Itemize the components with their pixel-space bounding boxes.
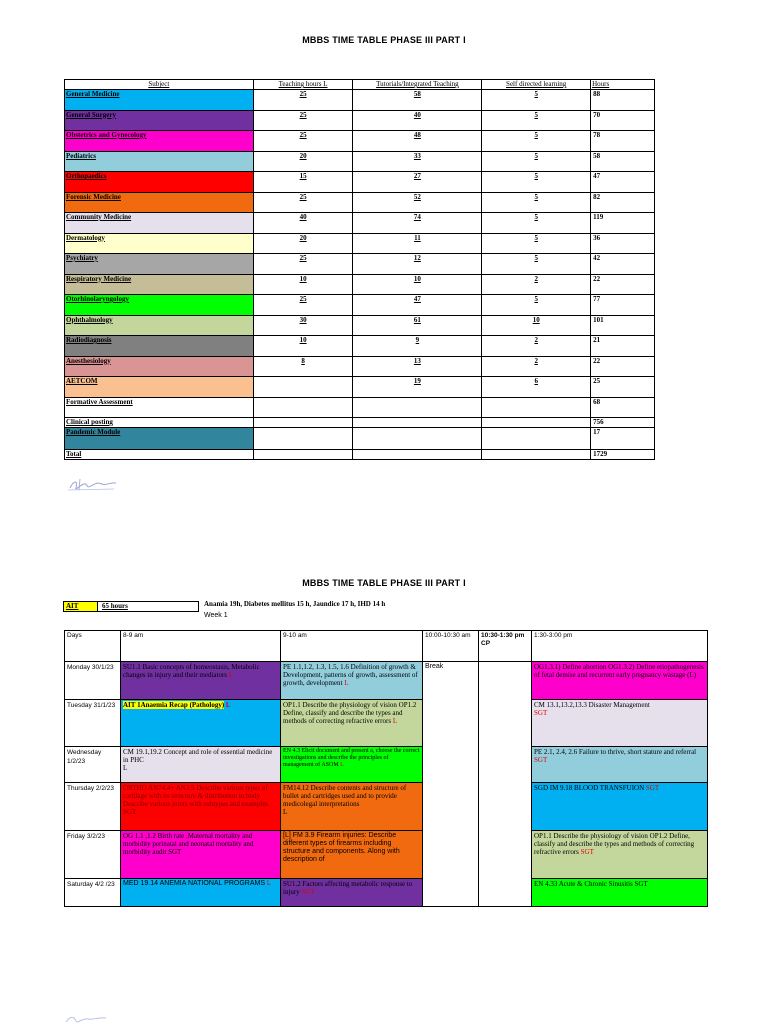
subject-cell: Community Medicine xyxy=(65,213,254,234)
subject-cell: Formative Assessment xyxy=(65,397,254,418)
day-cell: Tuesday 31/1/23 xyxy=(65,700,121,747)
ait-label: AIT xyxy=(64,602,98,611)
subject-cell: Pediatrics xyxy=(65,151,254,172)
weekly-timetable xyxy=(64,630,708,907)
tutorials-cell: 9 xyxy=(353,336,482,357)
tutorials-cell: 11 xyxy=(353,233,482,254)
hours-cell: 119 xyxy=(591,213,655,234)
header-subject: Subject xyxy=(65,80,254,90)
teaching-hours-cell xyxy=(253,397,353,418)
tutorials-cell: 40 xyxy=(353,110,482,131)
summary-row xyxy=(65,377,655,398)
header-self-directed: Self directed learning xyxy=(482,80,591,90)
summary-row xyxy=(65,131,655,152)
hours-cell: 77 xyxy=(591,295,655,316)
slot-9-10: FM14.12 Describe contents and structure of bullet and cartridges used and to provide medicolegal interpretations L xyxy=(281,783,423,831)
summary-row xyxy=(65,233,655,254)
slot-130-3: OG1.3.1) Define abortion OG1.3.2) Define etiopathogenesis of fetal demise and recurrent early pregnancy wastage (L) xyxy=(532,662,708,700)
col-1030-130: 10:30-1:30 pm CP xyxy=(479,631,532,662)
hours-cell: 70 xyxy=(591,110,655,131)
tutorials-cell: 48 xyxy=(353,131,482,152)
summary-row xyxy=(65,336,655,357)
col-days: Days xyxy=(65,631,121,662)
page-title: MBBS TIME TABLE PHASE III PART I xyxy=(302,35,466,45)
subject-cell: Dermatology xyxy=(65,233,254,254)
teaching-hours-cell: 20 xyxy=(253,151,353,172)
timetable-row-tuesday xyxy=(65,700,708,747)
slot-8-9: AIT 1Anaemia Recap (Pathology) L xyxy=(121,700,281,747)
slot-130-3: OP1.1 Describe the physiology of vision OP1.2 Define, classify and describe the types and methods of correcting refractive errors SGT xyxy=(532,831,708,879)
teaching-hours-cell: 25 xyxy=(253,192,353,213)
summary-row xyxy=(65,192,655,213)
slot-130-3: EN 4.33 Acute & Chronic Sinusitis SGT xyxy=(532,879,708,907)
teaching-hours-cell: 25 xyxy=(253,295,353,316)
hours-cell: 82 xyxy=(591,192,655,213)
slot-8-9: SU1.1 Basic concepts of homeostasis, Metabolic changes in injury and their mediators L xyxy=(121,662,281,700)
empty-cell xyxy=(253,428,353,450)
slot-9-10: PE 1.1,1.2, 1.3, 1.5, 1.6 Definition of growth & Development, patterns of growth, assessment of growth, development L xyxy=(281,662,423,700)
sdl-cell: 5 xyxy=(482,90,591,111)
sdl-cell: 5 xyxy=(482,295,591,316)
sdl-cell: 6 xyxy=(482,377,591,398)
tutorials-cell: 47 xyxy=(353,295,482,316)
col-9-10: 9-10 am xyxy=(281,631,423,662)
tutorials-cell: 27 xyxy=(353,172,482,193)
empty-cell xyxy=(253,418,353,428)
hours-cell: 756 xyxy=(591,418,655,428)
day-cell: Wednesday 1/2/23 xyxy=(65,747,121,783)
header-tutorials: Tutorials/Integrated Teaching xyxy=(353,80,482,90)
hours-cell: 21 xyxy=(591,336,655,357)
hours-cell: 47 xyxy=(591,172,655,193)
summary-row xyxy=(65,418,655,428)
teaching-hours-cell: 15 xyxy=(253,172,353,193)
slot-9-10: EN 4.3 Elicit document and present a, choose the correct investigations and describe the principles of management of ASOM L xyxy=(281,747,423,783)
subject-cell: Pandemic Module xyxy=(65,428,254,450)
slot-8-9: ORTHO AN74.4+ AN2.5 Describe various types of cartilage with its structure & distribution in body Describe various joints with subtypes and examples SGT xyxy=(121,783,281,831)
sdl-cell: 5 xyxy=(482,233,591,254)
empty-cell xyxy=(482,428,591,450)
subject-cell: Respiratory Medicine xyxy=(65,274,254,295)
hours-cell: 17 xyxy=(591,428,655,450)
sdl-cell: 5 xyxy=(482,151,591,172)
sdl-cell: 5 xyxy=(482,131,591,152)
hours-cell: 58 xyxy=(591,151,655,172)
timetable-row-saturday xyxy=(65,879,708,907)
empty-cell xyxy=(353,418,482,428)
empty-cell xyxy=(353,450,482,460)
day-cell: Friday 3/2/23 xyxy=(65,831,121,879)
teaching-hours-cell: 25 xyxy=(253,131,353,152)
tutorials-cell: 52 xyxy=(353,192,482,213)
col-130-3: 1:30-3:00 pm xyxy=(532,631,708,662)
summary-row xyxy=(65,110,655,131)
timetable-row-wednesday xyxy=(65,747,708,783)
day-cell: Saturday 4/2 /23 xyxy=(65,879,121,907)
day-cell: Monday 30/1/23 xyxy=(65,662,121,700)
sdl-cell: 5 xyxy=(482,192,591,213)
break-cell: Break xyxy=(423,662,479,907)
slot-8-9: CM 19.1,19.2 Concept and role of essential medicine in PHC L xyxy=(121,747,281,783)
summary-row xyxy=(65,356,655,377)
ait-topics: Anamia 19h, Diabetes mellitus 15 h, Jaundice 17 h, IHD 14 h xyxy=(204,600,386,608)
timetable-row-monday xyxy=(65,662,708,700)
tutorials-cell: 61 xyxy=(353,315,482,336)
teaching-hours-cell: 30 xyxy=(253,315,353,336)
sdl-cell: 5 xyxy=(482,254,591,275)
teaching-hours-cell: 25 xyxy=(253,110,353,131)
teaching-hours-cell: 10 xyxy=(253,336,353,357)
subject-cell: Total xyxy=(65,450,254,460)
subject-cell: Clinical posting xyxy=(65,418,254,428)
teaching-hours-cell: 10 xyxy=(253,274,353,295)
summary-row xyxy=(65,397,655,418)
sdl-cell: 5 xyxy=(482,110,591,131)
hours-cell: 22 xyxy=(591,274,655,295)
summary-row xyxy=(65,151,655,172)
summary-row xyxy=(65,172,655,193)
subject-cell: General Medicine xyxy=(65,90,254,111)
summary-row xyxy=(65,295,655,316)
summary-row xyxy=(65,274,655,295)
teaching-hours-cell: 25 xyxy=(253,90,353,111)
sdl-cell: 2 xyxy=(482,336,591,357)
summary-row xyxy=(65,90,655,111)
clinical-posting-cell xyxy=(479,662,532,907)
sdl-cell: 5 xyxy=(482,172,591,193)
tutorials-cell: 13 xyxy=(353,356,482,377)
summary-row xyxy=(65,254,655,275)
slot-130-3: SGD IM 9.18 BLOOD TRANSFUION SGT xyxy=(532,783,708,831)
tutorials-cell: 10 xyxy=(353,274,482,295)
empty-cell xyxy=(482,450,591,460)
signature xyxy=(66,476,118,494)
col-8-9: 8-9 am xyxy=(121,631,281,662)
teaching-hours-cell: 25 xyxy=(253,254,353,275)
empty-cell xyxy=(253,450,353,460)
header-hours: Hours xyxy=(591,80,655,90)
hours-cell: 36 xyxy=(591,233,655,254)
subject-cell: Ophthalmology xyxy=(65,315,254,336)
slot-130-3: PE 2.1, 2.4, 2.6 Failure to thrive, short stature and referral SGT xyxy=(532,747,708,783)
subject-cell: General Surgery xyxy=(65,110,254,131)
hours-cell: 1729 xyxy=(591,450,655,460)
tutorials-cell: 58 xyxy=(353,90,482,111)
hours-cell: 42 xyxy=(591,254,655,275)
empty-cell xyxy=(353,428,482,450)
subject-cell: AETCOM xyxy=(65,377,254,398)
subject-cell: Obstetrics and Gynecology xyxy=(65,131,254,152)
header-teaching-hours: Teaching hours L xyxy=(253,80,353,90)
teaching-hours-cell: 40 xyxy=(253,213,353,234)
summary-row xyxy=(65,428,655,450)
slot-9-10: [L] FM 3.9 Firearm injuries: Describe different types of firearms including structure and components. Along with description of xyxy=(281,831,423,879)
hours-cell: 101 xyxy=(591,315,655,336)
teaching-hours-cell: 8 xyxy=(253,356,353,377)
teaching-hours-cell xyxy=(253,377,353,398)
ait-hours: 65 hours xyxy=(102,602,128,610)
slot-8-9: MED 19.14 ANEMIA NATIONAL PROGRAMS L xyxy=(121,879,281,907)
subject-cell: Orthopaedics xyxy=(65,172,254,193)
ait-box xyxy=(63,601,199,612)
slot-8-9: OG 1.1 ,1.2 Birth rate ,Maternal mortality and morbidity perinatal and neonatal mortality and morbidity audit SGT xyxy=(121,831,281,879)
timetable-title: MBBS TIME TABLE PHASE III PART I xyxy=(302,578,466,588)
hours-cell: 25 xyxy=(591,377,655,398)
sdl-cell: 5 xyxy=(482,213,591,234)
subject-cell: Forensic Medicine xyxy=(65,192,254,213)
tutorials-cell: 12 xyxy=(353,254,482,275)
col-10-1030: 10:00-10:30 am xyxy=(423,631,479,662)
slot-9-10: SU1.2 Factors affecting metabolic response to injury SGT xyxy=(281,879,423,907)
teaching-hours-cell: 20 xyxy=(253,233,353,254)
tutorials-cell: 19 xyxy=(353,377,482,398)
slot-9-10: OP1.1 Describe the physiology of vision OP1.2 Define, classify and describe the types and methods of correcting refractive errors L xyxy=(281,700,423,747)
timetable-header-row xyxy=(65,631,708,662)
tutorials-cell: 74 xyxy=(353,213,482,234)
hours-cell: 78 xyxy=(591,131,655,152)
subject-cell: Anesthesiology xyxy=(65,356,254,377)
tutorials-cell xyxy=(353,397,482,418)
sdl-cell: 10 xyxy=(482,315,591,336)
subject-cell: Psychiatry xyxy=(65,254,254,275)
sdl-cell: 2 xyxy=(482,274,591,295)
day-cell: Thursday 2/2/23 xyxy=(65,783,121,831)
tutorials-cell: 33 xyxy=(353,151,482,172)
hours-cell: 22 xyxy=(591,356,655,377)
empty-cell xyxy=(482,418,591,428)
subject-cell: Radiodiagnosis xyxy=(65,336,254,357)
timetable-row-thursday xyxy=(65,783,708,831)
timetable-row-friday xyxy=(65,831,708,879)
sdl-cell: 2 xyxy=(482,356,591,377)
summary-row xyxy=(65,213,655,234)
hours-cell: 88 xyxy=(591,90,655,111)
slot-130-3: CM 13.1,13.2,13.3 Disaster Management SGT xyxy=(532,700,708,747)
summary-header-row xyxy=(65,80,655,90)
summary-row xyxy=(65,315,655,336)
subject-cell: Otorhinolaryngology xyxy=(65,295,254,316)
hours-cell: 68 xyxy=(591,397,655,418)
week-label: Week 1 xyxy=(204,612,228,619)
signature-bottom xyxy=(62,1014,110,1024)
sdl-cell xyxy=(482,397,591,418)
summary-row xyxy=(65,450,655,460)
hours-summary-table xyxy=(64,79,655,460)
